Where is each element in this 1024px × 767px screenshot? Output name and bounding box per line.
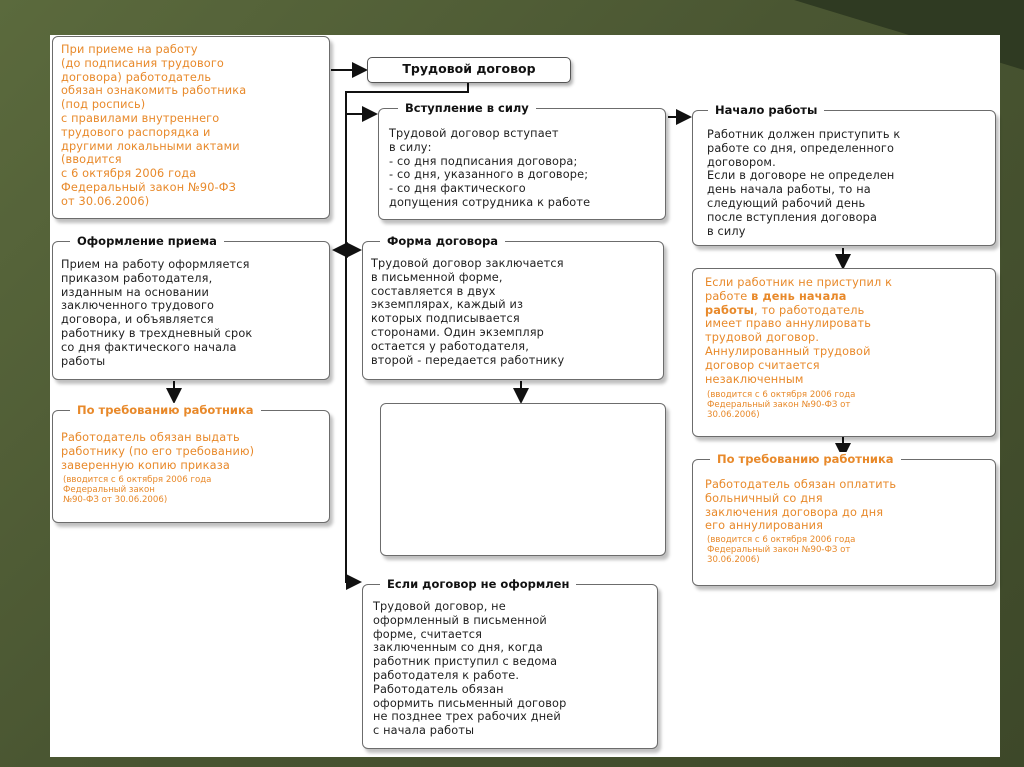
box-not-formalized [362,584,658,749]
entry-heading: Вступление в силу [398,101,536,115]
box-request-left [52,410,330,523]
annul-text-before: Если работник не приступил к работе [705,276,893,303]
request-left-heading: По требованию работника [70,403,261,417]
box-annulment [692,268,996,437]
request-left-note: (вводится с 6 октября 2006 года Федеральный закон №90-ФЗ от 30.06.2006) [63,475,212,505]
annul-note: (вводится с 6 октября 2006 года Федеральный закон №90-ФЗ от 30.06.2006) [707,390,856,420]
box-receipt [380,403,666,556]
registration-text: Прием на работу оформляется приказом работодателя, изданным на основании заключенного трудового договора, и объявляется работнику в трехдневный срок со дня фактического начала работы [61,258,253,368]
start-text: Работник должен приступить к работе со дня, определенного договором. Если в договоре не определен день начала работы, то на следующий рабочий день после вступления договора в силу [707,128,901,238]
annul-text [705,276,892,386]
request-right-note: (вводится с 6 октября 2006 года Федеральный закон №90-ФЗ от 30.06.2006) [707,535,856,565]
box-start-of-work [692,110,996,246]
box-request-right [692,459,996,586]
form-heading: Форма договора [380,234,505,248]
title-box [367,57,571,83]
not-formalized-text: Трудовой договор, не оформленный в письменной форме, считается заключенным со дня, когда работник приступил с ведома работодателя к работе. Работодатель обязан оформить письменный договор не позднее трех рабочих дней с начала работы [373,600,567,738]
entry-text: Трудовой договор вступает в силу: - со дня подписания договора; - со дня, указанного в договоре; - со дня фактического допущения сотрудника к работе [389,127,591,209]
box-entry-into-force [378,108,666,220]
request-right-text: Работодатель обязан оплатить больничный со дня заключения договора до дня его аннулирования [705,478,897,533]
request-right-heading: По требованию работника [710,452,901,466]
diagram-title: Трудовой договор [402,61,536,76]
registration-heading: Оформление приема [70,234,224,248]
request-left-text: Работодатель обязан выдать работнику (по его требованию) заверенную копию приказа [61,431,255,472]
start-heading: Начало работы [708,103,824,117]
form-text: Трудовой договор заключается в письменной форме, составляется в двух экземплярах, каждый из которых подписывается сторонами. Один экземпляр остается у работодателя, второй - передается работнику [371,257,565,367]
box-registration [52,241,330,380]
intro-text: При приеме на работу (до подписания трудового договора) работодатель обязан ознакомить работника (под роспись) с правилами внутреннего трудового распорядка и другими локальными актами (вводится с 6 октября 2006 года Федеральный закон №90-ФЗ от 30.06.2006) [61,43,247,208]
not-formalized-heading: Если договор не оформлен [380,577,576,591]
annul-text-after: , то работодатель имеет право аннулировать трудовой договор. Аннулированный трудовой договор считается незаключенным [705,303,872,386]
box-contract-form [362,241,664,380]
box-intro [52,36,330,219]
annul-text-bold: в день начала работы [705,289,847,317]
